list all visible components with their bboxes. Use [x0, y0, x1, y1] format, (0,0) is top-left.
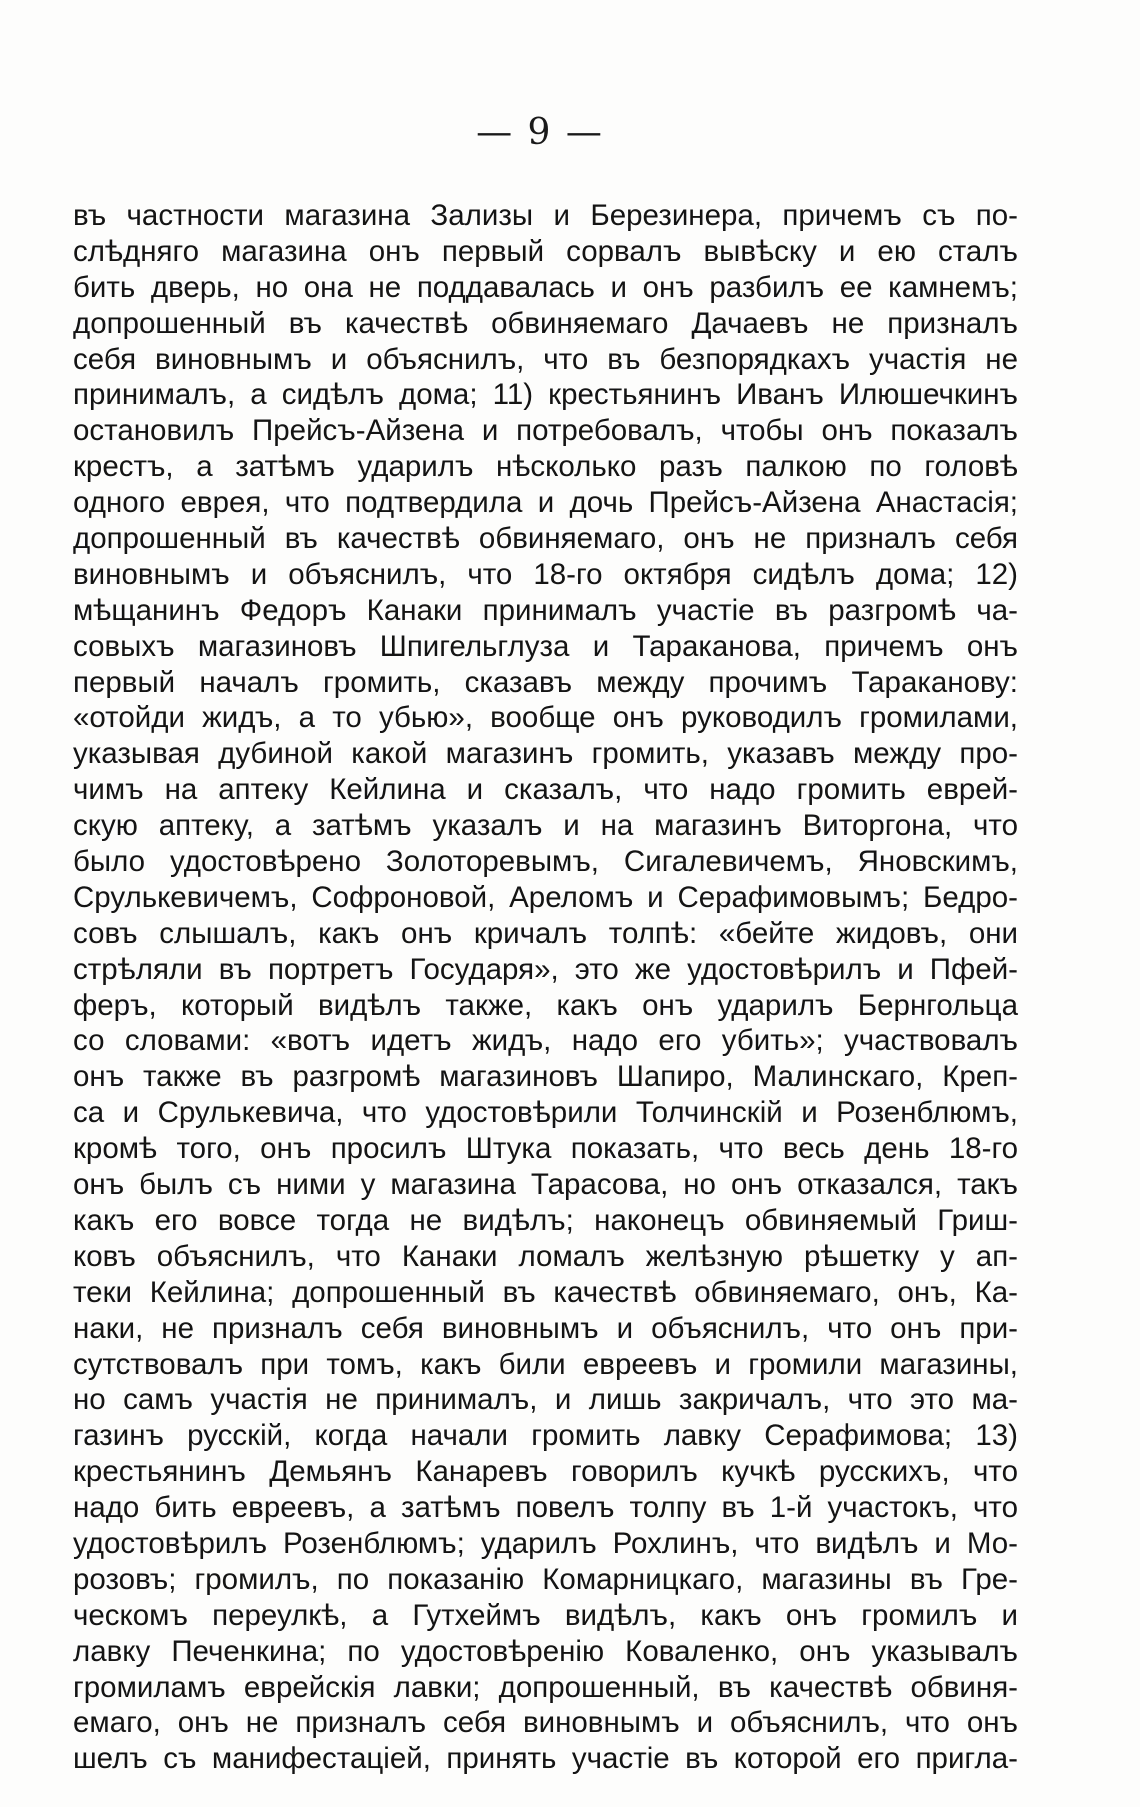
text-line [73, 629, 1018, 665]
text-line [73, 377, 1018, 413]
text-line [73, 1705, 1018, 1741]
line-text: крестъ, а затѣмъ ударилъ нѣсколько разъ палкою по головѣ [73, 450, 1018, 484]
line-text: скую аптеку, а затѣмъ указалъ и на магазинъ Виторгона, что [73, 809, 1018, 843]
text-line [73, 306, 1018, 342]
text-line [73, 485, 1018, 521]
line-text: допрошенный въ качествѣ обвиняемаго Дачаевъ не призналъ [73, 306, 1018, 340]
text-line [73, 1203, 1018, 1239]
text-line [73, 1526, 1018, 1562]
page-number: — 9 — [476, 112, 604, 153]
line-text: бить дверь, но она не поддавалась и онъ разбилъ ее камнемъ; [73, 270, 1018, 304]
text-line [73, 1095, 1018, 1131]
line-text: первый началъ громить, сказавъ между прочимъ Тараканову: [73, 665, 1018, 699]
text-line [73, 1454, 1018, 1490]
line-text: стрѣляли въ портретъ Государя», это же удостовѣрилъ и Пфей- [73, 952, 1018, 986]
text-line [73, 988, 1018, 1024]
line-text: совъ слышалъ, какъ онъ кричалъ толпѣ: «бейте жидовъ, они [73, 916, 1018, 950]
text-line [73, 844, 1018, 880]
line-text: со словами: «вотъ идетъ жидъ, надо его убить»; участвовалъ [73, 1024, 1018, 1058]
line-text: совыхъ магазиновъ Шпигельглуза и Тараканова, причемъ онъ [73, 629, 1018, 663]
line-text: допрошенный въ качествѣ обвиняемаго, онъ не призналъ себя [73, 522, 1018, 556]
text-line [73, 1634, 1018, 1670]
line-text: одного еврея, что подтвердила и дочь Прейсъ-Айзена Анастасія; [73, 486, 1018, 520]
text-line [73, 880, 1018, 916]
text-line [73, 198, 1018, 234]
line-text: ческомъ переулкѣ, а Гутхеймъ видѣлъ, какъ онъ громилъ и [73, 1598, 1018, 1632]
line-text: крестьянинъ Демьянъ Канаревъ говорилъ кучкѣ русскихъ, что [73, 1455, 1018, 1489]
line-text: громиламъ еврейскія лавки; допрошенный, въ качествѣ обвиня- [73, 1670, 1018, 1704]
line-text: лавку Печенкина; по удостовѣренію Коваленко, онъ указывалъ [73, 1634, 1018, 1668]
line-text: себя виновнымъ и объяснилъ, что въ безпорядкахъ участія не [73, 342, 1018, 376]
line-text: мѣщанинъ Федоръ Канаки принималъ участіе въ разгромѣ ча- [73, 593, 1018, 627]
line-text: шелъ съ манифестаціей, принять участіе въ которой его пригла- [73, 1742, 1018, 1776]
line-text: наки, не призналъ себя виновнымъ и объяснилъ, что онъ при- [73, 1311, 1018, 1345]
text-line [73, 808, 1018, 844]
text-line [73, 413, 1018, 449]
line-text: са и Срулькевича, что удостовѣрили Толчинскій и Розенблюмъ, [73, 1096, 1018, 1130]
text-line [73, 1347, 1018, 1383]
line-text: удостовѣрилъ Розенблюмъ; ударилъ Рохлинъ, что видѣлъ и Мо- [73, 1526, 1018, 1560]
text-line [73, 1598, 1018, 1634]
text-line [73, 449, 1018, 485]
line-text: онъ былъ съ ними у магазина Тарасова, но онъ отказался, такъ [73, 1168, 1018, 1202]
text-line [73, 342, 1018, 378]
text-line [73, 1418, 1018, 1454]
line-text: какъ его вовсе тогда не видѣлъ; наконецъ обвиняемый Гриш- [73, 1203, 1018, 1237]
line-text: кромѣ того, онъ просилъ Штука показать, что весь день 18-го [73, 1132, 1018, 1166]
line-text: указывая дубиной какой магазинъ громить, указавъ между про- [73, 737, 1018, 771]
line-text: сутствовалъ при томъ, какъ били евреевъ и громили магазины, [73, 1347, 1018, 1381]
line-text: надо бить евреевъ, а затѣмъ повелъ толпу въ 1-й участокъ, что [73, 1491, 1018, 1525]
text-line [73, 1239, 1018, 1275]
text-line [73, 1670, 1018, 1706]
text-line [73, 1131, 1018, 1167]
line-text: Срулькевичемъ, Софроновой, Ареломъ и Серафимовымъ; Бедро- [73, 880, 1018, 914]
line-text: теки Кейлина; допрошенный въ качествѣ обвиняемаго, онъ, Ка- [73, 1275, 1018, 1309]
line-text: чимъ на аптеку Кейлина и сказалъ, что надо громить еврей- [73, 773, 1018, 807]
text-line [73, 736, 1018, 772]
text-line [73, 952, 1018, 988]
line-text: ковъ объяснилъ, что Канаки ломалъ желѣзную рѣшетку у ап- [73, 1239, 1018, 1273]
text-line [73, 1382, 1018, 1418]
text-line [73, 521, 1018, 557]
text-line [73, 1741, 1018, 1777]
text-line [73, 916, 1018, 952]
text-line [73, 772, 1018, 808]
line-text: емаго, онъ не призналъ себя виновнымъ и объяснилъ, что онъ [73, 1706, 1018, 1740]
line-text: «отойди жидъ, а то убью», вообще онъ руководилъ громилами, [73, 701, 1018, 735]
text-line [73, 270, 1018, 306]
text-line [73, 557, 1018, 593]
text-line [73, 1311, 1018, 1347]
body-text [73, 198, 1018, 1777]
line-text: феръ, который видѣлъ также, какъ онъ ударилъ Бернгольца [73, 988, 1018, 1022]
line-text: виновнымъ и объяснилъ, что 18-го октября сидѣлъ дома; 12) [73, 557, 1018, 591]
line-text: въ частности магазина Зализы и Березинера, причемъ съ по- [73, 199, 1018, 232]
line-text: было удостовѣрено Золоторевымъ, Сигалевичемъ, Яновскимъ, [73, 845, 1018, 879]
text-line [73, 1490, 1018, 1526]
line-text: но самъ участія не принималъ, и лишь закричалъ, что это ма- [73, 1383, 1018, 1417]
text-line [73, 1275, 1018, 1311]
text-line [73, 1562, 1018, 1598]
text-line [73, 665, 1018, 701]
line-text: остановилъ Прейсъ-Айзена и потребовалъ, чтобы онъ показалъ [73, 414, 1018, 448]
text-line [73, 1023, 1018, 1059]
text-line [73, 700, 1018, 736]
line-text: онъ также въ разгромѣ магазиновъ Шапиро, Малинскаго, Креп- [73, 1060, 1018, 1094]
text-line [73, 593, 1018, 629]
line-text: слѣдняго магазина онъ первый сорвалъ вывѣску и ею сталъ [73, 234, 1018, 268]
text-line [73, 1167, 1018, 1203]
line-text: розовъ; громилъ, по показанію Комарницкаго, магазины въ Гре- [73, 1562, 1018, 1596]
text-line [73, 1059, 1018, 1095]
text-line [73, 234, 1018, 270]
line-text: газинъ русскій, когда начали громить лавку Серафимова; 13) [73, 1419, 1018, 1453]
line-text: принималъ, а сидѣлъ дома; 11) крестьянинъ Иванъ Илюшечкинъ [73, 378, 1018, 412]
